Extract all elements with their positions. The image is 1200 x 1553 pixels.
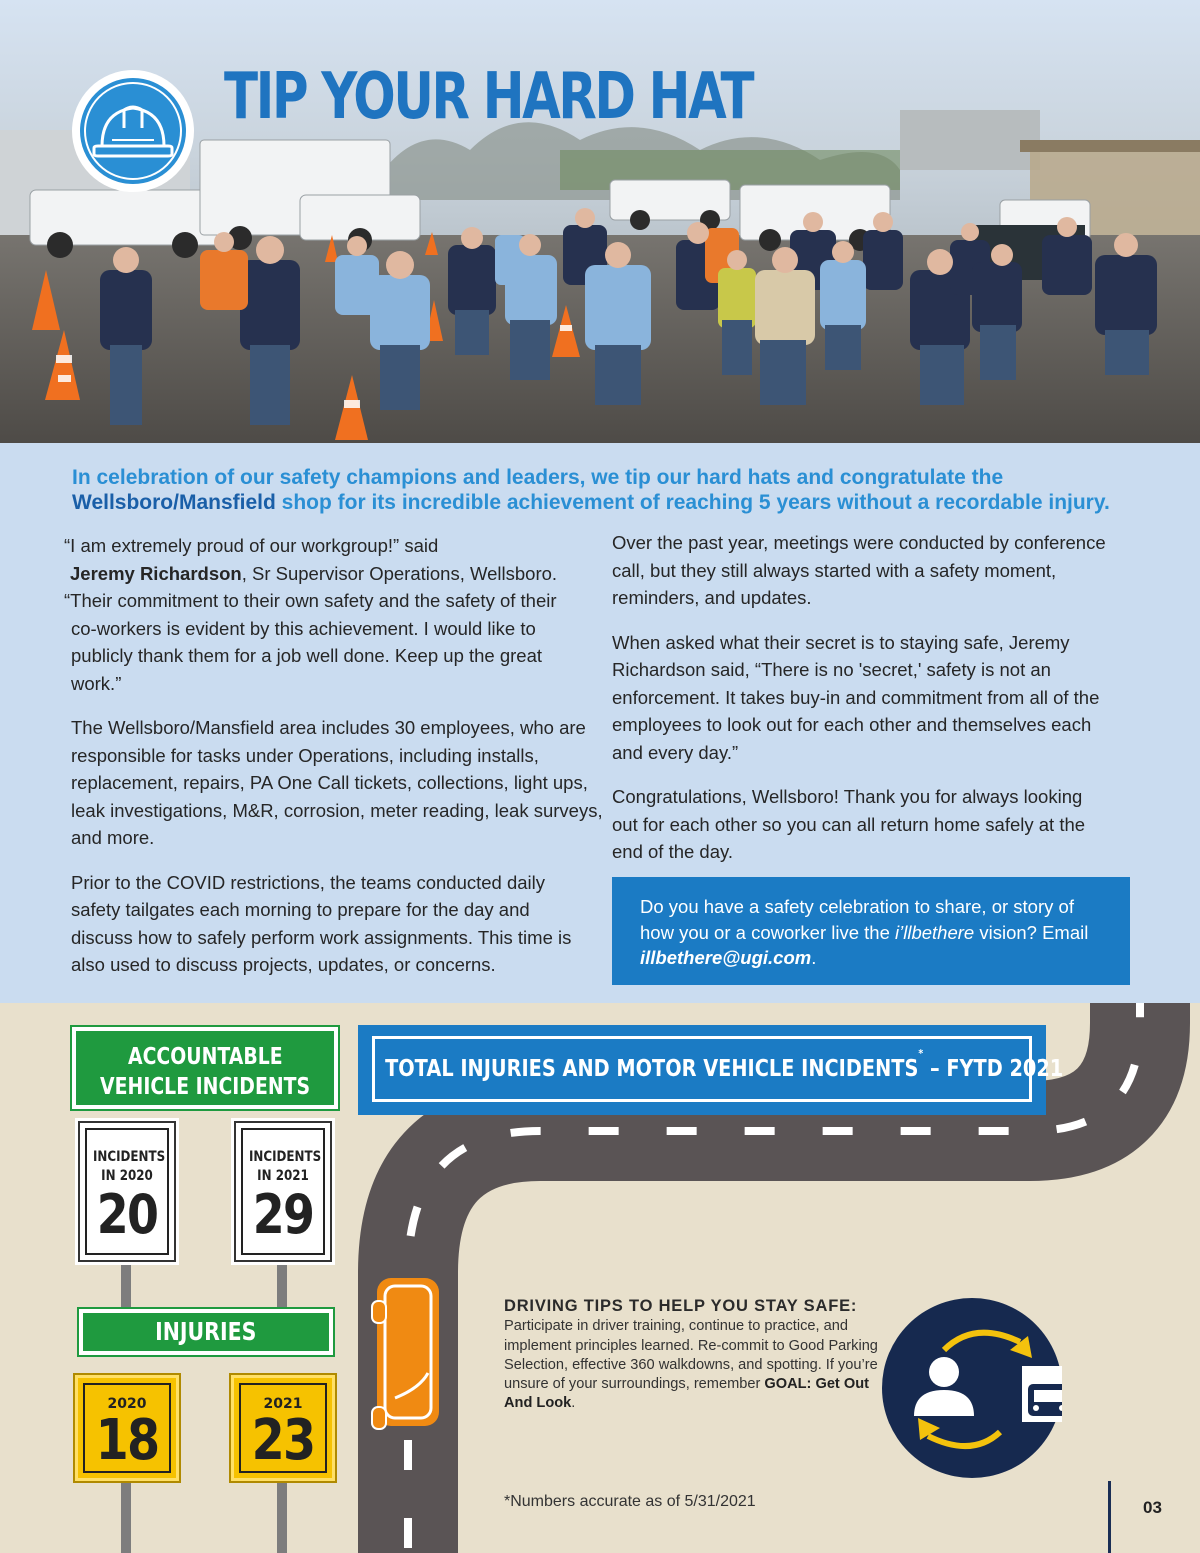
person-truck-swap-icon [882,1298,1062,1478]
area-paragraph: The Wellsboro/Mansfield area includes 30 employees, who are responsible for tasks under Operations, including installs, replacement, repairs, PA One Call tickets, collections, light ups, leak investigations, M&R, corrosion, meter reading, leak surveys, and more. [71,717,603,848]
left-column [64,532,604,996]
quote-intro: “I am extremely proud of our workgroup!” said [64,535,439,556]
car-icon [372,1278,439,1429]
vehicle-heading-line2: VEHICLE INCIDENTS [99,1074,311,1100]
lead-line-1: In celebration of our safety champions and leaders, we tip our hard hats and congratulate the [72,466,1004,489]
injuries-2020-value: 18 [95,1408,159,1473]
tips-body: Participate in driver training, continue to practice, and implement principles learned. Re-commit to Good Parking Selection, effective 360 walkdowns, and spotting. If you’re unsure of your surroundings, remember [504,1318,878,1393]
injuries-2021-year: 2021 [263,1396,303,1412]
meetings-paragraph: Over the past year, meetings were conducted by conference call, but they still always started with a safety moment, reminders, and updates. [612,532,1106,608]
page-rule [1108,1481,1111,1553]
incidents-2020-label-1: INCIDENTS [93,1149,166,1165]
callout-end: . [811,947,817,968]
callout-vision-term: i’llbethere [895,921,975,943]
callout-text-2: vision? Email [974,921,1089,943]
tips-end: . [571,1395,576,1412]
quote-paragraph [64,532,604,697]
fytd-banner [358,1025,1064,1115]
article [0,443,1200,1003]
speaker-title: , Sr Supervisor Operations, Wellsboro. [241,562,558,584]
lead-paragraph [72,465,1172,515]
callout-text-1: Do you have a safety celebration to share, or story of how you or a coworker live the [640,896,1074,943]
banner-footnote-mark: * [918,1047,924,1060]
congrats-paragraph: Congratulations, Wellsboro! Thank you for always looking out for each other so you can all return home safely at the end of the day. [612,786,1086,862]
incidents-2021-label-1: INCIDENTS [249,1149,322,1165]
speaker-name: Jeremy Richardson [70,562,242,584]
stats-section [0,1003,1200,1553]
banner-title: TOTAL INJURIES AND MOTOR VEHICLE INCIDENTS [385,1056,919,1082]
page-title: TIP YOUR HARD HAT [224,60,753,134]
lead-line-2: shop for its incredible achievement of reaching 5 years without a recordable injury. [275,491,1110,514]
page-number: 03 [1143,1498,1162,1517]
injuries-2020-year: 2020 [107,1396,147,1412]
secret-paragraph: When asked what their secret is to staying safe, Jeremy Richardson said, “There is no 'secret,' safety is not an enforcement. It takes buy-in and commitment from all of the employees to look out for each other and themselves each and every day.” [612,631,1100,763]
vehicle-incidents-sign [72,1027,338,1109]
incidents-2020-sign [78,1121,176,1262]
covid-paragraph: Prior to the COVID restrictions, the teams conducted daily safety tailgates each morning to prepare for the day and discuss how to safely perform work assignments. This time is also used to discuss projects, updates, or concerns. [71,871,572,975]
footnote: *Numbers accurate as of 5/31/2021 [504,1493,756,1510]
tips-heading: DRIVING TIPS TO HELP YOU STAY SAFE: [504,1297,858,1315]
incidents-2020-value: 20 [96,1183,158,1246]
injuries-2021-sign [231,1375,335,1481]
incidents-2021-value: 29 [252,1183,314,1246]
hard-hat-icon [70,68,196,194]
incidents-2021-sign [234,1121,332,1262]
sign-post [121,1479,131,1553]
injuries-sign [79,1309,333,1355]
quote-body: “Their commitment to their own safety and the safety of their co-workers is evident by this achievement. I would like to publicly thank them for a job well done. Keep up the great work.” [64,590,557,694]
incidents-2021-label-2: IN 2021 [257,1168,309,1184]
tips-goal: GOAL: Get Out And Look [504,1376,869,1412]
driving-tips [504,1297,884,1414]
banner-suffix: – FYTD 2021 [923,1056,1064,1082]
vehicle-heading-line1: ACCOUNTABLE [127,1044,283,1070]
injuries-heading: INJURIES [155,1317,257,1346]
lead-highlight: Wellsboro/Mansfield [72,491,276,514]
incidents-2020-label-2: IN 2020 [101,1168,153,1184]
sign-post [121,1259,131,1307]
share-story-callout [612,877,1130,985]
right-column [612,529,1142,883]
injuries-2020-sign [75,1375,179,1481]
sign-post [277,1259,287,1307]
injuries-2021-value: 23 [251,1408,315,1473]
sign-post [277,1479,287,1553]
email-link[interactable]: illbethere@ugi.com [640,947,812,968]
hero-photo [0,0,1200,443]
